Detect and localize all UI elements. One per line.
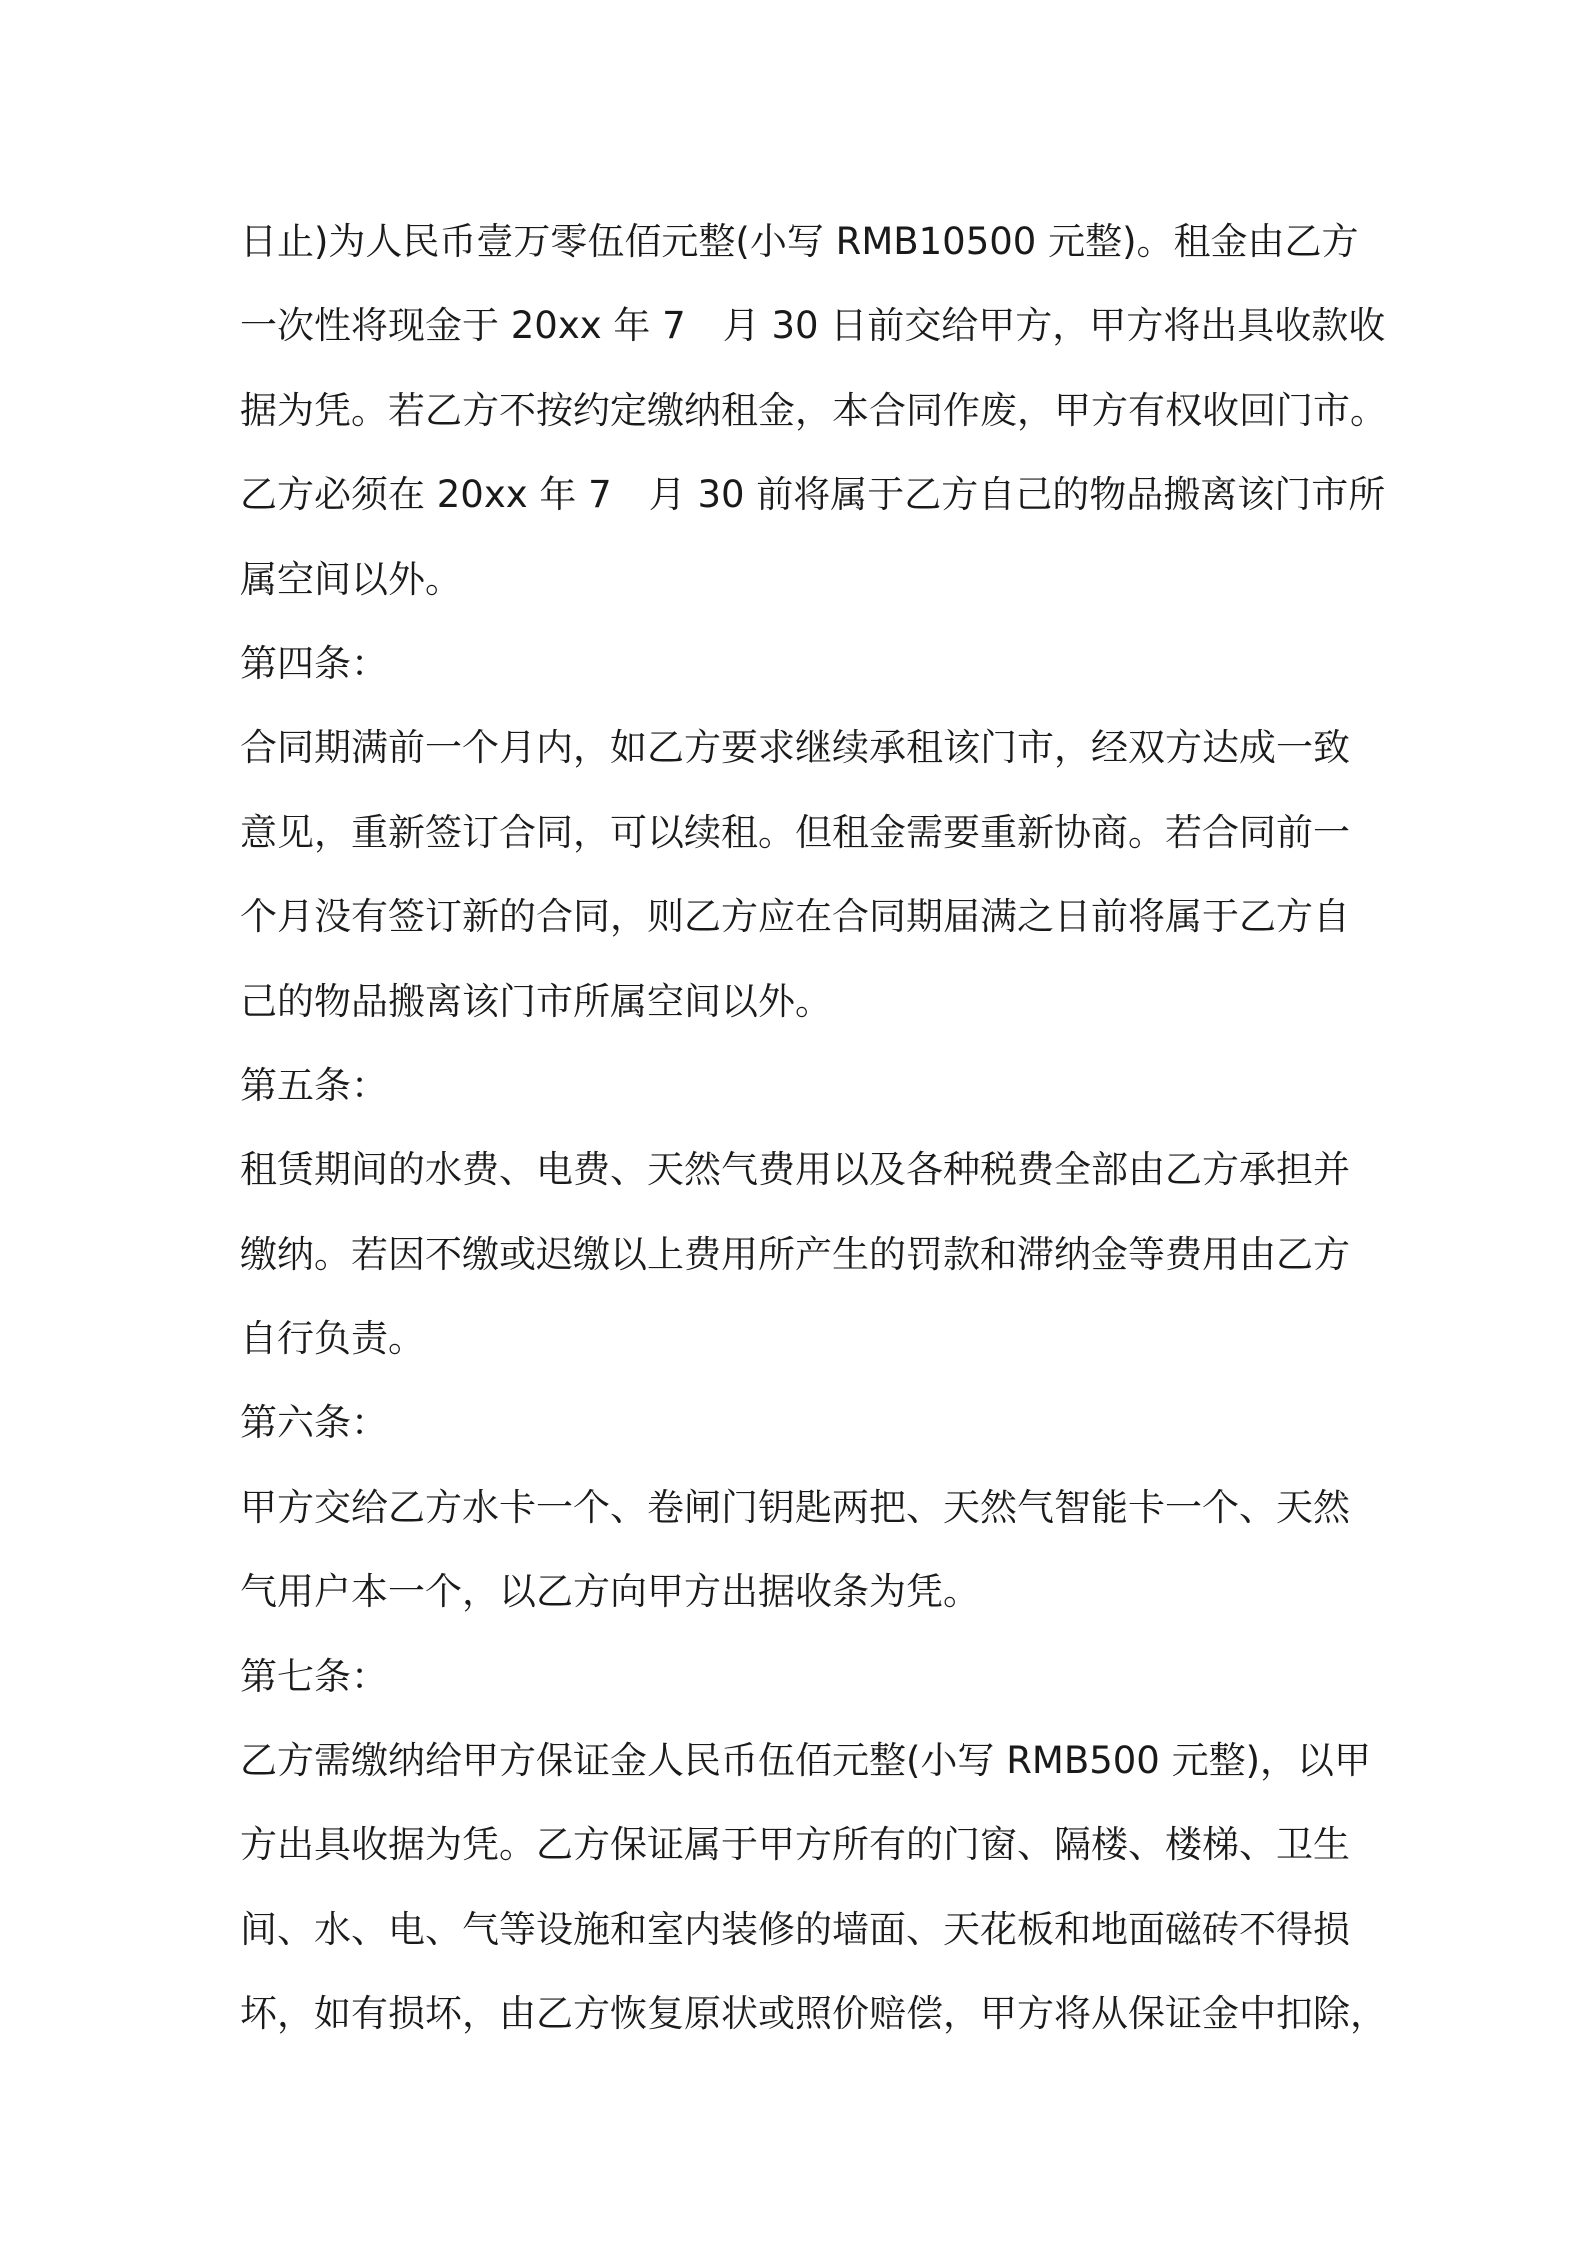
section-heading: 第七条： — [240, 1654, 388, 1698]
text-line: 个月没有签订新的合同，则乙方应在合同期届满之日前将属于乙方自 — [240, 895, 1350, 939]
text-line: 方出具收据为凭。乙方保证属于甲方所有的门窗、隔楼、楼梯、卫生 — [240, 1823, 1350, 1867]
text-line: 乙方需缴纳给甲方保证金人民币伍佰元整(小写 RMB500 元整)，以甲 — [240, 1739, 1372, 1783]
section-heading: 第六条： — [240, 1401, 388, 1445]
text-line: 自行负责。 — [240, 1317, 425, 1361]
text-line: 属空间以外。 — [240, 557, 462, 601]
text-line: 己的物品搬离该门市所属空间以外。 — [240, 979, 832, 1023]
text-line: 合同期满前一个月内，如乙方要求继续承租该门市，经双方达成一致 — [240, 726, 1350, 770]
text-line: 坏，如有损坏，由乙方恢复原状或照价赔偿，甲方将从保证金中扣除， — [240, 1992, 1387, 2036]
text-line: 租赁期间的水费、电费、天然气费用以及各种税费全部由乙方承担并 — [240, 1148, 1350, 1192]
text-line: 甲方交给乙方水卡一个、卷闸门钥匙两把、天然气智能卡一个、天然 — [240, 1485, 1350, 1529]
section-heading: 第五条： — [240, 1063, 388, 1107]
text-line: 日止)为人民币壹万零伍佰元整(小写 RMB10500 元整)。租金由乙方 — [240, 220, 1359, 263]
text-line: 气用户本一个，以乙方向甲方出据收条为凭。 — [240, 1570, 980, 1614]
text-line: 据为凭。若乙方不按约定缴纳租金，本合同作废，甲方有权收回门市。 — [240, 388, 1387, 432]
text-line: 间、水、电、气等设施和室内装修的墙面、天花板和地面磁砖不得损 — [240, 1907, 1350, 1951]
text-line: 一次性将现金于 20xx 年 7 月 30 日前交给甲方，甲方将出具收款收 — [240, 304, 1386, 348]
text-line: 意见，重新签订合同，可以续租。但租金需要重新协商。若合同前一 — [240, 810, 1350, 854]
text-line: 缴纳。若因不缴或迟缴以上费用所产生的罚款和滞纳金等费用由乙方 — [240, 1232, 1350, 1276]
document-body — [240, 200, 1387, 2057]
section-heading: 第四条： — [240, 641, 388, 685]
text-line: 乙方必须在 20xx 年 7 月 30 前将属于乙方自己的物品搬离该门市所 — [240, 473, 1386, 517]
